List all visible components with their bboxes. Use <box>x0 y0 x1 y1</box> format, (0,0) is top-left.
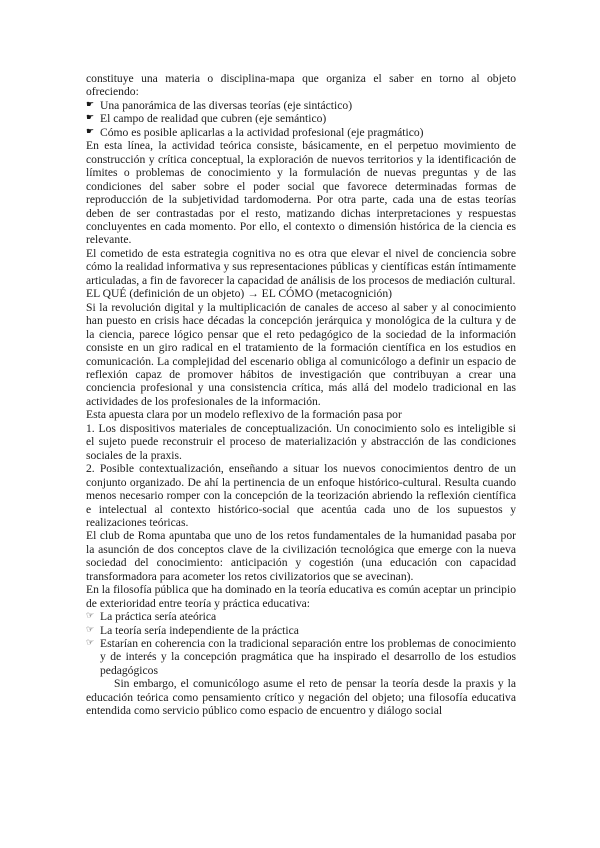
paragraph-reflexive-model: Esta apuesta clara por un modelo reflexivo de la formación pasa por <box>86 408 402 422</box>
right-hand-icon: ☞ <box>86 611 95 622</box>
paragraph-intro: constituye una materia o disciplina-mapa que organiza el saber en torno al objeto ofreciendo: <box>86 72 516 99</box>
document-page <box>86 72 516 718</box>
paragraph-conclusion: Sin embargo, el comunicólogo asume el reto de pensar la teoría desde la praxis y la educación teórica como pensamiento crítico y negación del objeto; una filosofía educativa entendida como servicio público como espacio de encuentro y diálogo social <box>86 677 516 718</box>
list-item: ☛ Cómo es posible aplicarlas a la actividad profesional (eje pragmático) <box>86 125 424 139</box>
paragraph-digital-revolution: Si la revolución digital y la multiplicación de canales de acceso al saber y al conocimiento han puesto en crisis hace décadas la concepción jerárquica y monológica de la cultura y de la ciencia, parece lógico pensar que el reto pedagógico de la sociedad de la información consiste en un giro radical en el tratamiento de la formación científica en los estudios en comunicación. La complejidad del escenario obliga al comunicólogo a definir un espacio de reflexión capaz de promover hábitos de investigación que contribuyan a crear una conciencia profesional y una consistencia crítica, más allá del modelo tradicional en las actividades de los profesionales de la información. <box>86 300 516 408</box>
right-hand-icon: ☞ <box>86 638 95 649</box>
list-item: ☞ La teoría sería independiente de la práctica <box>86 623 299 637</box>
paragraph-theory: En esta línea, la actividad teórica consiste, básicamente, en el perpetuo movimiento de construcción y crítica conceptual, la exploración de nuevos territorios y la identificación de límites o problemas de conocimiento y la formulación de nuevas preguntas y de las condiciones del saber sobre el poder social que favorece determinadas formas de reproducción de la subjetividad tardomoderna. Por otra parte, cada una de estas teorías deben de ser contrastadas por el resto, matizando dichas interpretaciones y respuestas concluyentes en cada momento. Por ello, el contexto o dimensión histórica de la ciencia es relevante. <box>86 139 516 247</box>
hand-pointing-icon: ☛ <box>86 99 95 110</box>
paragraph-strategy: El cometido de esta estrategia cognitiva no es otra que elevar el nivel de conciencia sobre cómo la realidad informativa y sus representaciones públicas y científicas están íntimamente articuladas, a fin de favorecer la capacidad de análisis de los procesos de mediación cultural. <box>86 246 516 287</box>
section-heading: EL QUÉ (definición de un objeto) → EL CÓMO (metacognición) <box>86 287 392 301</box>
list-item: ☛ Una panorámica de las diversas teorías (eje sintáctico) <box>86 98 353 112</box>
paragraph-club-roma: El club de Roma apuntaba que uno de los retos fundamentales de la humanidad pasaba por la asunción de dos conceptos clave de la civilización tecnológica que emerge con la nueva sociedad del conocimiento: anticipación y cogestión (una educación con capacidad transformadora para acometer los retos civilizatorios que se avecinan). <box>86 529 516 583</box>
hand-pointing-icon: ☛ <box>86 113 95 124</box>
hand-pointing-icon: ☛ <box>86 126 95 137</box>
list-item: ☞ Estarían en coherencia con la tradicional separación entre los problemas de conocimiento y de interés y la concepción pragmática que ha inspirado el desarrollo de los estudios pedagógicos <box>86 637 516 677</box>
paragraph-public-philosophy: En la filosofía pública que ha dominado en la teoría educativa es común aceptar un principio de exterioridad entre teoría y práctica educativa: <box>86 583 516 610</box>
numbered-item-1: 1. Los dispositivos materiales de conceptualización. Un conocimiento solo es inteligible si el sujeto puede reconstruir el proceso de materialización y abstracción de las condiciones sociales de la praxis. <box>86 421 516 462</box>
list-item: ☛ El campo de realidad que cubren (eje semántico) <box>86 112 327 126</box>
numbered-item-2: 2. Posible contextualización, enseñando a situar los nuevos conocimientos dentro de un conjunto organizado. De ahí la pertinencia de un enfoque histórico-cultural. Resulta cuando menos necesario romper con la concepción de la teorización abriendo la reflexión científica e intelectual al contexto histórico-social que acentúa cada uno de los supuestos y realizaciones teóricas. <box>86 462 516 529</box>
right-hand-icon: ☞ <box>86 624 95 635</box>
list-item: ☞ La práctica sería ateórica <box>86 610 217 624</box>
